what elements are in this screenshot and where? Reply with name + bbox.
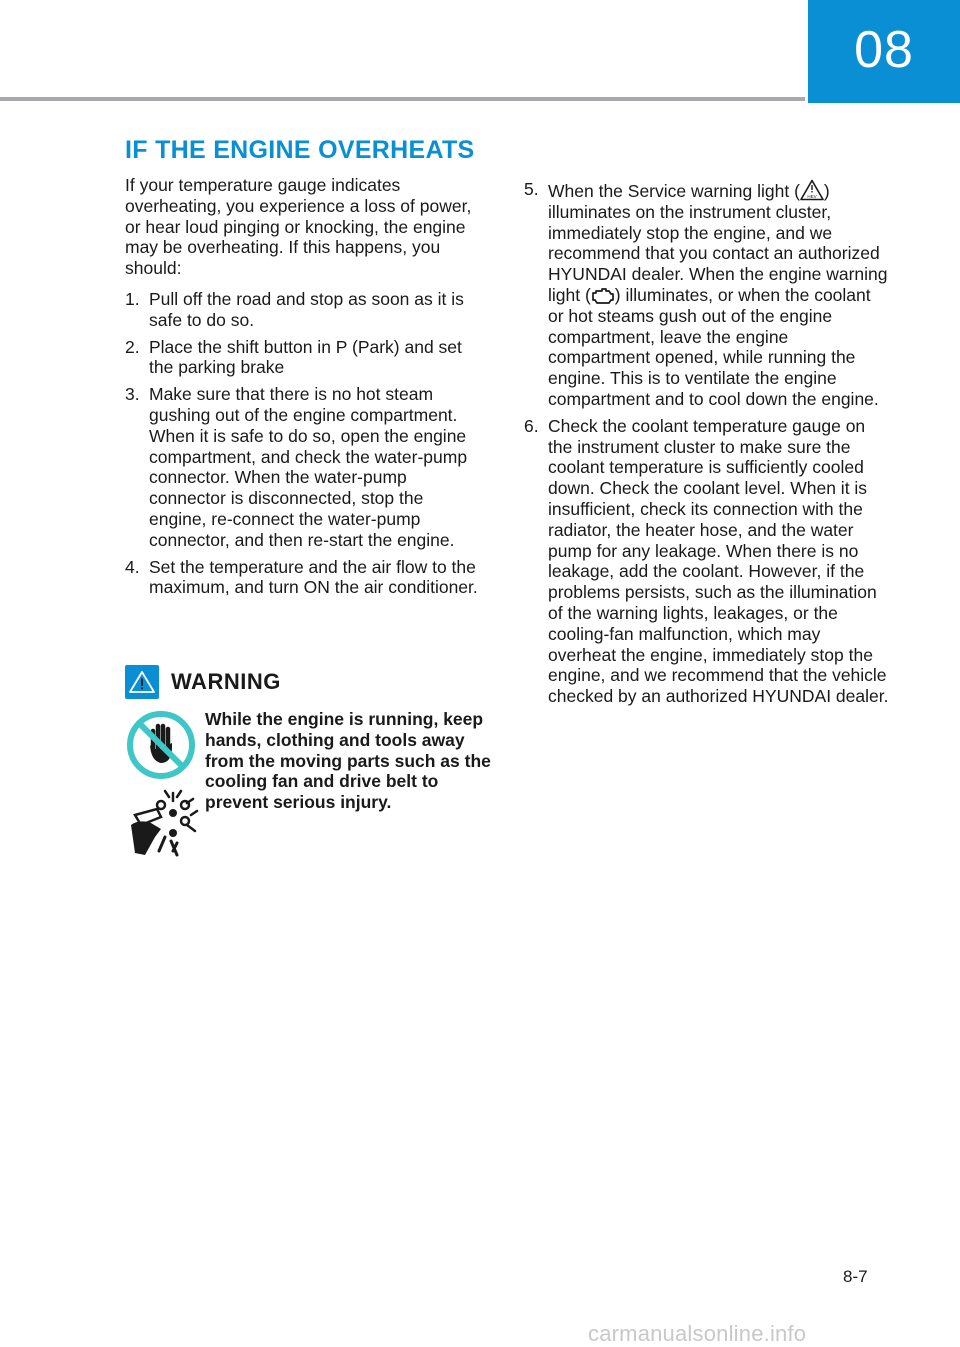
warning-pictograms <box>125 709 200 859</box>
warning-text: While the engine is running, keep hands, clothing and tools away from the moving parts such as the cooling fan and drive belt to prevent serious injury. <box>205 709 491 813</box>
no-hand-prohibition-icon <box>125 709 197 781</box>
intro-paragraph: If your temperature gauge indicates overheating, you experience a loss of power, or hear loud pinging or knocking, the engine may be overheating. If this happens, you should: <box>125 175 472 279</box>
step-number: 6. <box>524 415 539 436</box>
warning-triangle-icon <box>125 665 159 699</box>
chapter-tab <box>808 0 960 103</box>
step-number: 3. <box>125 384 140 405</box>
fan-entanglement-hazard-icon <box>125 785 203 859</box>
step-text-part: ) illuminates, or when the coolant or hot steams gush out of the engine compartment, leave the engine compartment opened, while running the engine. This is to ventilate the engine compartment and to cool down the engine. <box>548 284 879 409</box>
steps-list-right <box>524 179 889 707</box>
step-number: 2. <box>125 336 140 357</box>
step-text-part: When the Service warning light ( <box>548 181 800 201</box>
warning-box <box>125 665 495 889</box>
step-text: Check the coolant temperature gauge on the instrument cluster to make sure the coolant temperature is sufficiently cooled down. Check the coolant level. When it is insufficient, check its connection with the radiator, the heater hose, and the water pump for any leakage. When there is no leakage, add the coolant. However, if the problems persists, such as the illumination of the warning lights, leakages, or the cooling-fan malfunction, which may overheat the engine, immediately stop the engine, and we recommend that the vehicle checked by an authorized HYUNDAI dealer. <box>548 415 889 707</box>
left-column <box>125 175 485 604</box>
step-text: Place the shift button in P (Park) and set the parking brake <box>149 336 462 378</box>
step-item <box>524 179 889 410</box>
step-number: 5. <box>524 179 539 199</box>
step-text <box>548 179 889 410</box>
step-item <box>125 337 485 379</box>
section-title: IF THE ENGINE OVERHEATS <box>125 136 475 164</box>
step-item <box>524 416 889 707</box>
step-item <box>125 289 485 331</box>
step-text: Set the temperature and the air flow to the maximum, and turn ON the air conditioner. <box>149 556 478 598</box>
engine-warning-light-icon <box>591 287 615 305</box>
step-text: Pull off the road and stop as soon as it is safe to do so. <box>149 288 464 330</box>
step-text: Make sure that there is no hot steam gushing out of the engine compartment. When it is safe to do so, open the engine compartment, and check the water-pump connector. When the water-pump connector is disconnected, stop the engine, re-connect the water-pump connector, and then re-start the engine. <box>149 384 468 550</box>
step-text-part: ) illuminates on the instrument cluster, immediately stop the engine, and we recommend that you contact an authorized HYUNDAI dealer. When the engine warning light ( <box>548 181 888 305</box>
warning-title: WARNING <box>171 669 281 694</box>
service-warning-light-label: HEV <box>807 194 817 199</box>
header-rule <box>0 97 805 101</box>
warning-header <box>125 665 495 699</box>
right-column <box>524 179 889 713</box>
steps-list-left <box>125 289 485 598</box>
warning-body <box>125 709 495 889</box>
step-number: 4. <box>125 556 140 577</box>
step-item <box>125 384 485 550</box>
chapter-number: 08 <box>854 20 914 79</box>
step-number: 1. <box>125 288 140 309</box>
page-number: 8-7 <box>843 1267 868 1286</box>
step-item <box>125 557 485 599</box>
watermark: carmanualsonline.info <box>588 1321 807 1346</box>
service-warning-light-icon <box>800 179 824 201</box>
